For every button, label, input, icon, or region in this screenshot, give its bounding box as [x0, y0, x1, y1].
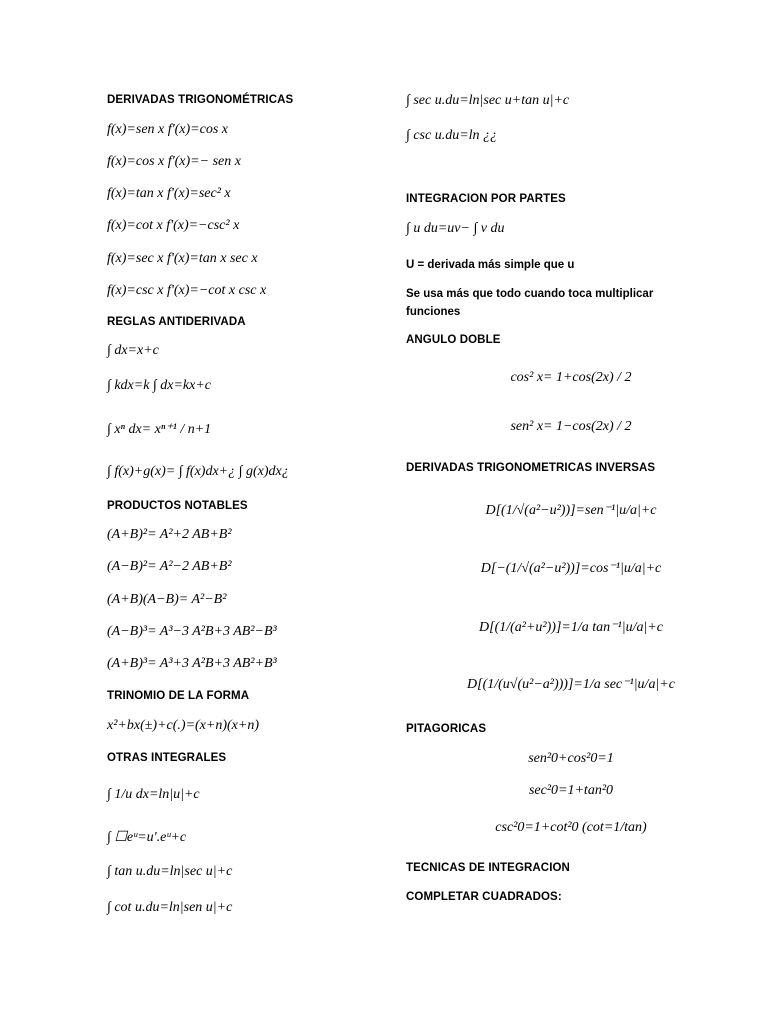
pitagorica-3: csc²0=1+cot²0 (cot=1/tan)	[495, 820, 647, 835]
pitagorica-1: sen²0+cos²0=1	[528, 751, 614, 766]
deriv-tan: f(x)=tan x f'(x)=sec² x	[107, 186, 231, 201]
csc-integral: ∫ csc u.du=ln ¿¿	[406, 128, 498, 143]
deriv-cot: f(x)=cot x f'(x)=−csc² x	[107, 218, 240, 233]
deriv-sec: f(x)=sec x f'(x)=tan x sec x	[107, 251, 258, 266]
producto-3: (A+B)(A−B)= A²−B²	[107, 592, 227, 607]
heading-productos-notables: PRODUCTOS NOTABLES	[107, 500, 248, 512]
otra-integral-2: ∫ ☐eᵘ=u'.eᵘ+c	[107, 830, 187, 845]
heading-trinomio: TRINOMIO DE LA FORMA	[107, 690, 250, 702]
producto-4: (A−B)³= A³−3 A²B+3 AB²−B³	[107, 624, 277, 639]
inversa-tan: D[(1/(a²+u²))]=1/a tan⁻¹|u/a|+c	[479, 620, 663, 635]
angulo-sen: sen² x= 1−cos(2x) / 2	[510, 419, 632, 434]
partes-note-1: U = derivada más simple que u	[406, 259, 575, 271]
producto-5: (A+B)³= A³+3 A²B+3 AB²+B³	[107, 656, 277, 671]
antideriv-sum: ∫ f(x)+g(x)= ∫ f(x)dx+¿ ∫ g(x)dx¿	[107, 464, 289, 479]
deriv-cos: f(x)=cos x f'(x)=− sen x	[107, 154, 241, 169]
antideriv-dx: ∫ dx=x+c	[107, 343, 159, 358]
heading-tecnicas-integracion: TECNICAS DE INTEGRACION	[406, 862, 570, 874]
heading-pitagoricas: PITAGORICAS	[406, 723, 487, 735]
pitagorica-2: sec²0=1+tan²0	[528, 783, 614, 798]
heading-derivadas-trigonometricas: DERIVADAS TRIGONOMÉTRICAS	[107, 94, 294, 106]
otra-integral-1: ∫ 1/u dx=ln|u|+c	[107, 787, 200, 802]
deriv-csc: f(x)=csc x f'(x)=−cot x csc x	[107, 283, 267, 298]
otra-integral-3: ∫ tan u.du=ln|sec u|+c	[107, 864, 233, 879]
heading-integracion-partes: INTEGRACION POR PARTES	[406, 193, 566, 205]
partes-note-2: Se usa más que todo cuando toca multiplicar funciones	[406, 288, 654, 318]
antideriv-power: ∫ xⁿ dx= xⁿ⁺¹ / n+1	[107, 422, 212, 437]
antideriv-kdx: ∫ kdx=k ∫ dx=kx+c	[107, 378, 212, 393]
otra-integral-4: ∫ cot u.du=ln|sen u|+c	[107, 900, 233, 915]
heading-derivadas-inversas: DERIVADAS TRIGONOMETRICAS INVERSAS	[406, 462, 656, 474]
producto-2: (A−B)²= A²−2 AB+B²	[107, 559, 232, 574]
sec-integral: ∫ sec u.du=ln|sec u+tan u|+c	[406, 93, 570, 108]
heading-otras-integrales: OTRAS INTEGRALES	[107, 752, 227, 764]
heading-reglas-antiderivada: REGLAS ANTIDERIVADA	[107, 316, 246, 328]
producto-1: (A+B)²= A²+2 AB+B²	[107, 527, 232, 542]
partes-eq: ∫ u du=uv− ∫ v du	[406, 221, 505, 236]
heading-angulo-doble: ANGULO DOBLE	[406, 334, 501, 346]
trinomio-eq: x²+bx(±)+c(.)=(x+n)(x+n)	[107, 718, 259, 733]
angulo-cos: cos² x= 1+cos(2x) / 2	[510, 370, 632, 385]
inversa-cos: D[−(1/√(a²−u²))]=cos⁻¹|u/a|+c	[480, 561, 662, 576]
deriv-sen: f(x)=sen x f'(x)=cos x	[107, 122, 228, 137]
inversa-sen: D[(1/√(a²−u²))]=sen⁻¹|u/a|+c	[485, 503, 657, 518]
inversa-sec: D[(1/(u√(u²−a²)))]=1/a sec⁻¹|u/a|+c	[467, 677, 675, 692]
heading-completar-cuadrados: COMPLETAR CUADRADOS:	[406, 891, 562, 903]
